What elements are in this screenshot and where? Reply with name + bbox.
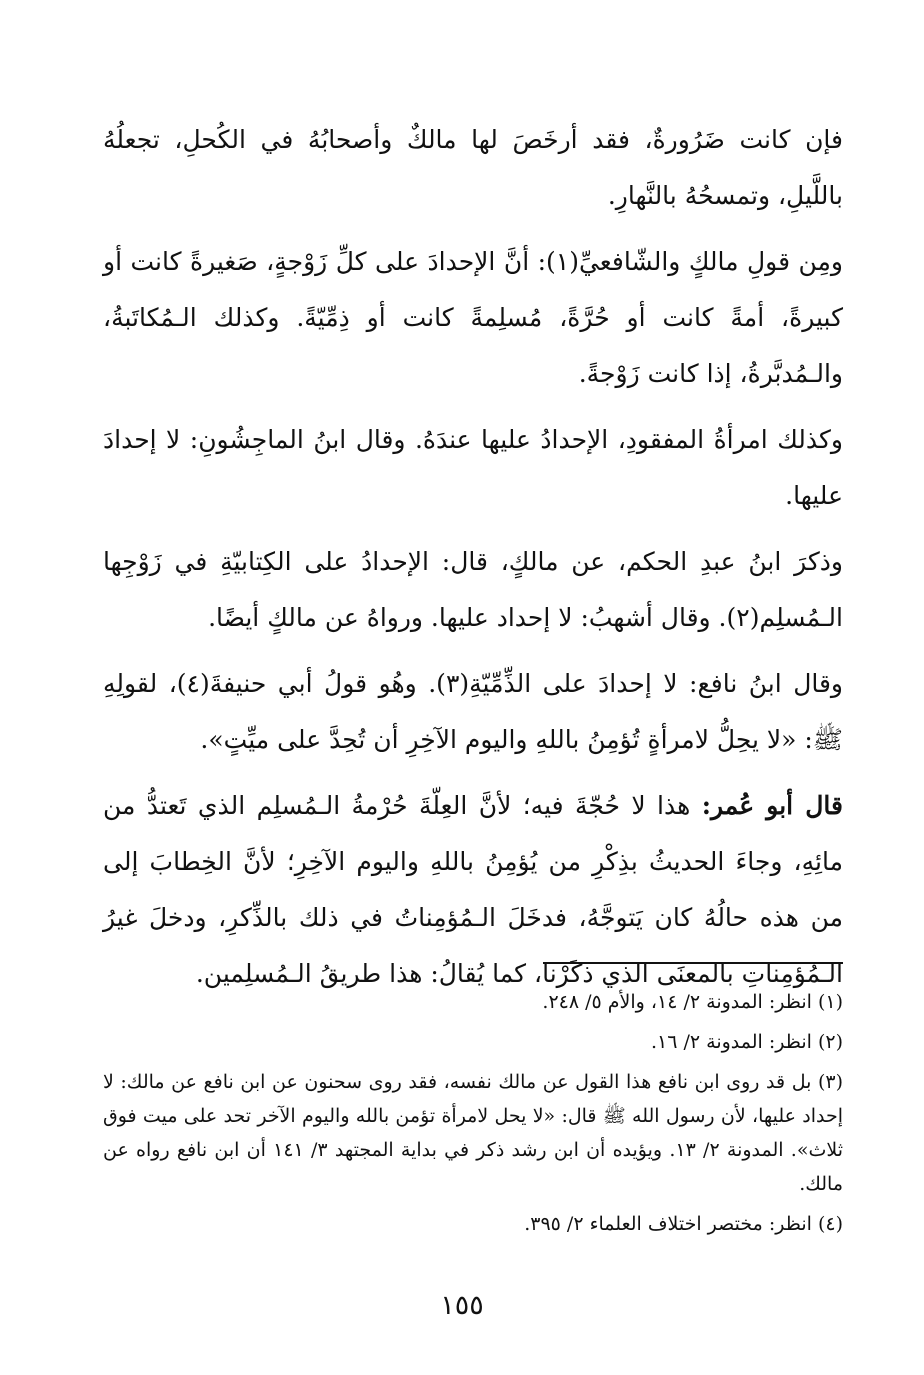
paragraph-2: ومِن قولِ مالكٍ والشّافعيِّ(١): أنَّ الإحدادَ على كلِّ زَوْجةٍ، صَغيرةً كانت أو كبيرةً، أمةً كانت أو حُرَّةً، مُسلِمةً كانت أو ذِمِّيّةً. وكذلك الـمُكاتَبةُ، والـمُدبَّرةُ، إذا كانت زَوْجةً. [103, 247, 843, 388]
paragraph-3: وكذلك امرأةُ المفقودِ، الإحدادُ عليها عندَهُ. وقال ابنُ الماجِشُونِ: لا إحدادَ عليها. [103, 425, 843, 510]
footnote-3: (٣) بل قد روى ابن نافع هذا القول عن مالك نفسه، فقد روى سحنون عن ابن نافع عن مالك: لا إحداد عليها، لأن رسول الله ﷺ قال: «لا يحل لامرأة تؤمن بالله واليوم الآخر تحد على ميت فوق ثلاث». المدونة ٢/ ١٣. ويؤيده أن ابن رشد ذكر في بداية المجتهد ٣/ ١٤١ أن ابن نافع رواه عن مالك. [103, 1071, 843, 1195]
footnote-1: (١) انظر: المدونة ٢/ ١٤، والأم ٥/ ٢٤٨. [542, 991, 843, 1013]
main-text [103, 112, 843, 1012]
footnote-2: (٢) انظر: المدونة ٢/ ١٦. [650, 1031, 843, 1053]
paragraph-4: وذكرَ ابنُ عبدِ الحكم، عن مالكٍ، قال: الإحدادُ على الكِتابيّةِ في زَوْجِها الـمُسلِم(٢). وقال أشهبُ: لا إحداد عليها. ورواهُ عن مالكٍ أيضًا. [103, 547, 843, 632]
paragraph-6 [103, 778, 843, 1002]
page-number: ١٥٥ [440, 1290, 484, 1321]
footnotes [103, 985, 843, 1247]
paragraph-6-lead: قال أبو عُمر: [701, 791, 843, 820]
paragraph-1: فإن كانت ضَرُورةٌ، فقد أرخَصَ لها مالكٌ وأصحابُهُ في الكُحلِ، تجعلُهُ باللَّيلِ، وتمسحُهُ بالنَّهارِ. [103, 125, 843, 210]
footnote-4: (٤) انظر: مختصر اختلاف العلماء ٢/ ٣٩٥. [524, 1213, 843, 1235]
paragraph-5: وقال ابنُ نافع: لا إحدادَ على الذِّمِّيّةِ(٣). وهُو قولُ أبي حنيفةَ(٤)، لقولِهِ ﷺ: «لا يحِلُّ لامرأةٍ تُؤمِنُ باللهِ واليوم الآخِرِ أن تُحِدَّ على ميِّتٍ». [103, 669, 844, 754]
paragraph-6-body: هذا لا حُجّةَ فيه؛ لأنَّ العِلّةَ حُرْمةُ الـمُسلِم الذي تَعتدُّ من مائِهِ، وجاءَ الحديثُ بذِكْرِ من يُؤمِنُ باللهِ واليوم الآخِرِ؛ لأنَّ الخِطابَ إلى من هذه حالُهُ كان يَتوجَّهُ، فدخَلَ الـمُؤمِناتُ في ذلك بالذِّكرِ، ودخلَ غيرُ الـمُؤمِناتِ بالمعنَى الذي ذكَرْنا، كما يُقالُ: هذا طريقُ الـمُسلِمين. [103, 791, 843, 988]
footnote-separator [543, 962, 843, 964]
